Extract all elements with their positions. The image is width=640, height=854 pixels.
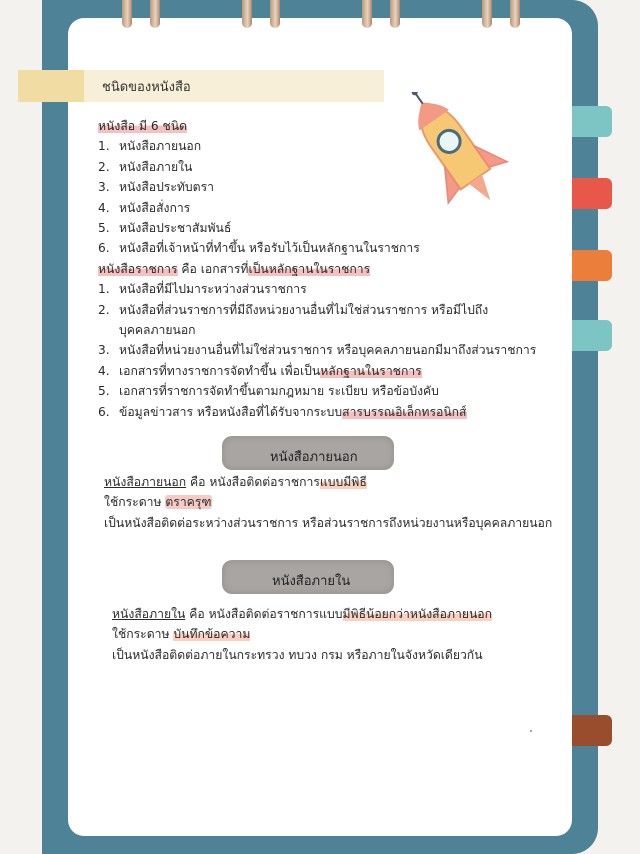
definition-emphasis: เป็นหลักฐานในราชการ xyxy=(248,261,371,276)
section-heading xyxy=(98,116,558,136)
list-item: 6. หนังสือที่เจ้าหน้าที่ทำขึ้น หรือรับไว้เป็นหลักฐานในราชการ xyxy=(98,241,420,256)
list-item: 2. หนังสือภายใน xyxy=(98,159,193,174)
list-item-text: หนังสือที่ส่วนราชการที่มีถึงหน่วยงานอื่นที่ไม่ใช่ส่วนราชการ หรือมีไปถึง xyxy=(119,302,489,317)
tab-orange[interactable] xyxy=(572,250,612,281)
list-item-text: หนังสือที่เจ้าหน้าที่ทำขึ้น หรือรับไว้เป็นหลักฐานในราชการ xyxy=(119,241,420,256)
list-item-continuation: บุคคลภายนอก xyxy=(119,323,196,338)
header-tab xyxy=(18,70,84,102)
tab-teal-top[interactable] xyxy=(572,106,612,137)
list-item: 5. หนังสือประชาสัมพันธ์ xyxy=(98,221,232,236)
binder-ring xyxy=(150,0,160,28)
list-item-highlight: หลักฐานในราชการ xyxy=(320,363,422,378)
list-item-text: หนังสือประทับตรา xyxy=(119,180,214,195)
definition-line xyxy=(104,472,564,492)
list-item-text: หนังสือสั่งการ xyxy=(119,200,191,215)
list-item-text: หนังสือภายใน xyxy=(119,159,193,174)
paper-type-line xyxy=(112,624,562,644)
paper-type-value: ตราครุฑ xyxy=(165,495,212,510)
binder-ring xyxy=(242,0,252,28)
definition-term: หนังสือภายใน xyxy=(112,607,186,621)
paper-type-line xyxy=(104,492,564,512)
tab-red[interactable] xyxy=(572,178,612,209)
list-item: 3. หนังสือที่หน่วยงานอื่นที่ไม่ใช่ส่วนราชการ หรือบุคคลภายนอกมีมาถึงส่วนราชการ xyxy=(98,343,537,358)
binder-ring xyxy=(122,0,132,28)
list-item: 3. หนังสือประทับตรา xyxy=(98,180,214,195)
list-item-text: ข้อมูลข่าวสาร หรือหนังสือที่ได้รับจากระบบ xyxy=(119,404,343,419)
section-heading-text: หนังสือ มี 6 ชนิด xyxy=(98,119,188,133)
definition-text: คือ หนังสือติดต่อราชการแบบ xyxy=(185,607,343,621)
paper-type-label: ใช้กระดาษ xyxy=(112,627,174,642)
list-item: 4. เอกสารที่ทางราชการจัดทำขึ้น เพื่อเป็นหลักฐานในราชการ xyxy=(98,363,422,378)
definition-emphasis: แบบมีพิธี xyxy=(319,475,367,489)
description-line: เป็นหนังสือติดต่อภายในกระทรวง ทบวง กรม หรือภายในจังหวัดเดียวกัน xyxy=(112,647,483,662)
section-banner-title: หนังสือภายนอก xyxy=(270,450,358,465)
description-line: เป็นหนังสือติดต่อระหว่างส่วนราชการ หรือส่วนราชการถึงหน่วยงานหรือบุคคลภายนอก xyxy=(104,515,553,530)
list-item: 6. ข้อมูลข่าวสาร หรือหนังสือที่ได้รับจากระบบสารบรรณอิเล็กทรอนิกส์ xyxy=(98,404,467,419)
tab-brown[interactable] xyxy=(572,715,612,746)
definition-term: หนังสือภายนอก xyxy=(104,475,187,489)
definition-line xyxy=(112,604,562,624)
list-item: 1. หนังสือภายนอก xyxy=(98,139,202,154)
paper-type-label: ใช้กระดาษ xyxy=(104,495,166,510)
list-item: 1. หนังสือที่มีไปมาระหว่างส่วนราชการ xyxy=(98,282,307,297)
list-item-text: เอกสารที่ราชการจัดทำขึ้นตามกฎหมาย ระเบียบ หรือข้อบังคับ xyxy=(119,384,439,399)
list-item-text: เอกสารที่ทางราชการจัดทำขึ้น เพื่อเป็น xyxy=(119,363,321,378)
list-item: 4. หนังสือสั่งการ xyxy=(98,200,191,215)
definition-text: คือ หนังสือติดต่อราชการ xyxy=(186,475,320,489)
list-item-text: หนังสือที่มีไปมาระหว่างส่วนราชการ xyxy=(119,282,307,297)
binder-ring xyxy=(390,0,400,28)
section-banner-title: หนังสือภายใน xyxy=(272,574,351,589)
binder-ring xyxy=(270,0,280,28)
section-internal xyxy=(112,604,562,665)
definition-term: หนังสือราชการ xyxy=(98,261,178,276)
list-item-text: หนังสือที่หน่วยงานอื่นที่ไม่ใช่ส่วนราชการ หรือบุคคลภายนอกมีมาถึงส่วนราชการ xyxy=(119,343,537,358)
list-item: 5. เอกสารที่ราชการจัดทำขึ้นตามกฎหมาย ระเบียบ หรือข้อบังคับ xyxy=(98,384,439,399)
definition-text: คือ เอกสารที่ xyxy=(177,261,249,276)
definition-line xyxy=(98,259,558,279)
binder-ring xyxy=(510,0,520,28)
paper-type-value: บันทึกข้อความ xyxy=(173,627,251,642)
definition-emphasis: มีพิธีน้อยกว่าหนังสือภายนอก xyxy=(342,607,492,621)
binder-ring xyxy=(482,0,492,28)
list-item-highlight: สารบรรณอิเล็กทรอนิกส์ xyxy=(342,404,467,419)
tab-teal-bottom[interactable] xyxy=(572,320,612,351)
section-external xyxy=(104,472,564,533)
list-item-text: หนังสือภายนอก xyxy=(119,139,202,154)
content-body xyxy=(98,116,558,422)
list-item-text: หนังสือประชาสัมพันธ์ xyxy=(119,221,232,236)
decorative-dot xyxy=(530,730,532,732)
list-item: 2. หนังสือที่ส่วนราชการที่มีถึงหน่วยงานอื่นที่ไม่ใช่ส่วนราชการ หรือมีไปถึง xyxy=(98,302,489,317)
page-title: ชนิดของหนังสือ xyxy=(102,80,191,95)
binder-ring xyxy=(362,0,372,28)
